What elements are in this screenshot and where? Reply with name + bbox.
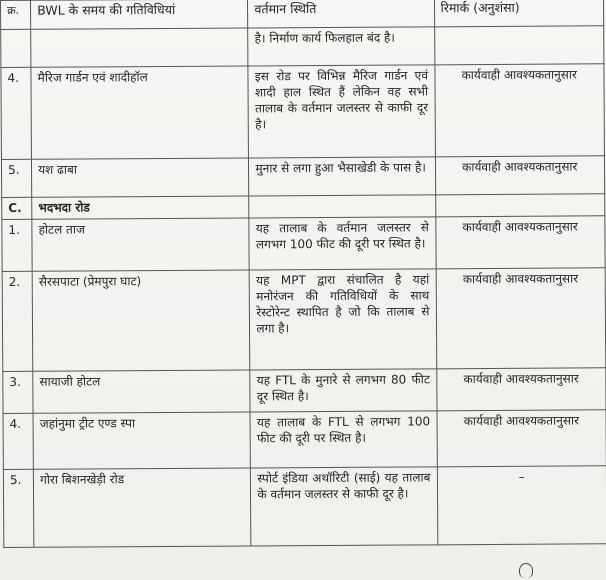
table-row — [3, 368, 606, 414]
row-number: 1. — [2, 219, 32, 271]
row-activity: सैरसपाटा (प्रेमपुरा घाट) — [32, 270, 250, 371]
row-activity: यश ढाबा — [32, 158, 250, 197]
row-status: है। निर्माण कार्य फिलहाल बंद है। — [248, 27, 434, 66]
row-remark: कार्यवाही आवश्यकतानुसार — [436, 368, 606, 411]
table-row — [2, 268, 606, 372]
table-header-row — [1, 0, 604, 29]
row-number: 4. — [3, 413, 33, 469]
row-activity: गोरा बिशनखेड़ी रोड — [34, 468, 252, 547]
header-status: वर्तमान स्थिति — [248, 0, 434, 28]
row-activity — [31, 28, 249, 67]
header-activity: BWL के समय की गतिविधियां — [31, 0, 248, 29]
row-remark: कार्यवाही आवश्यकतानुसार — [435, 156, 605, 195]
row-activity: मैरिज गार्डन एवं शादीहॉल — [31, 66, 249, 159]
table-row — [3, 410, 606, 470]
row-status: मुनार से लगा हुआ भैसाखेडी के पास है। — [249, 157, 435, 196]
row-number: 5. — [1, 159, 31, 197]
table-row — [1, 156, 604, 198]
row-number: 3. — [3, 371, 33, 413]
row-number — [1, 29, 31, 67]
row-remark — [434, 26, 604, 65]
row-status: यह FTL के मुनारे से लगभग 80 फीट दूर स्थित है। — [250, 369, 436, 412]
table-row — [1, 64, 605, 160]
row-remark: कार्यवाही आवश्यकतानुसार — [436, 268, 606, 369]
row-remark: – — [437, 466, 606, 545]
row-status: स्पोर्ट इंडिया अथॉरिटी (साई) यह तालाब के वर्तमान जलस्तर से काफी दूर है। — [251, 467, 438, 546]
row-status: यह तालाब के FTL से लगभग 100 फीट की दूरी पर स्थित है। — [250, 411, 436, 468]
row-remark: कार्यवाही आवश्यकतानुसार — [437, 410, 606, 467]
row-number: 2. — [2, 271, 33, 371]
header-serial: क्र. — [1, 0, 31, 29]
page-corner-mark-icon — [519, 563, 533, 578]
table-row — [1, 26, 604, 68]
row-number: 4. — [1, 67, 32, 159]
header-remark: रिमार्क (अनुशंसा) — [434, 0, 604, 27]
row-activity: होटल ताज — [32, 218, 250, 271]
row-status — [249, 195, 435, 218]
section-letter: C. — [2, 197, 32, 219]
row-remark: कार्यवाही आवश्यकतानुसार — [435, 216, 605, 269]
row-number: 5. — [3, 469, 34, 547]
table-row — [2, 216, 605, 272]
row-status: यह तालाब के वर्तमान जलस्तर से लगभग 100 फीट की दूरी पर स्थित है। — [249, 217, 435, 270]
table-row — [3, 466, 606, 548]
row-status: इस रोड पर विभिन्न मैरिज गार्डन एवं शादी हाल स्थित हैं लेकिन वह सभी तालाब के वर्तमान जलस्तर से काफी दूर है। — [248, 65, 435, 158]
row-remark: कार्यवाही आवश्यकतानुसार — [434, 64, 604, 157]
section-title: भदभदा रोड — [32, 196, 249, 219]
row-status: यह MPT द्वारा संचालित है यहां मनोरंजन की गतिविधियों के साथ रेस्टोरेन्ट स्थापित है जो कि तालाब से लगा है। — [250, 269, 437, 370]
row-activity: सायाजी होटल — [33, 370, 251, 413]
row-activity: जहांनुमा ट्रीट एण्ड स्पा — [33, 412, 251, 469]
row-remark — [435, 194, 605, 217]
